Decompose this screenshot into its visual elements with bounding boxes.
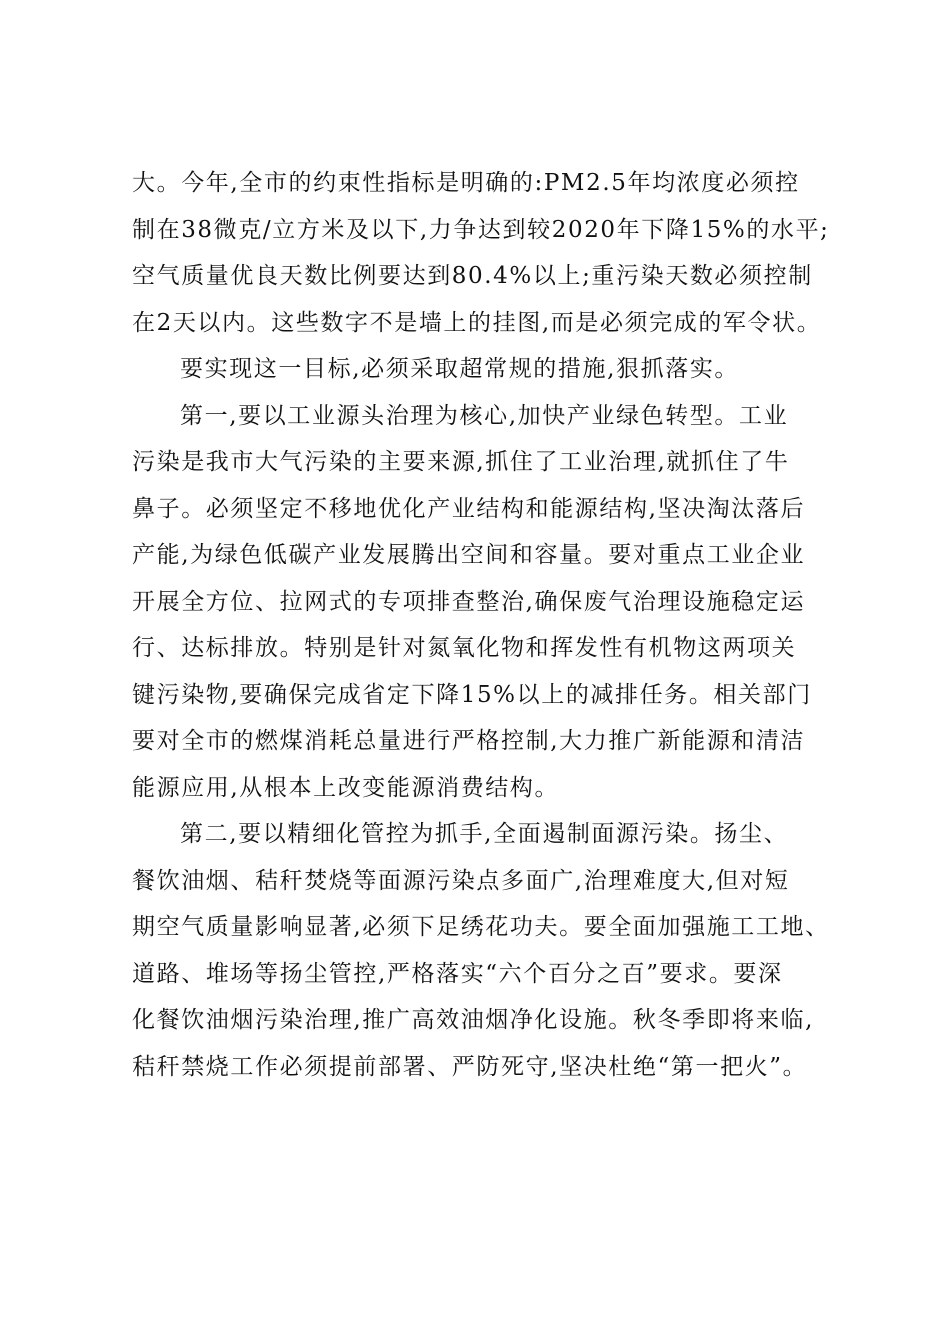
text-line: 开展全方位、拉网式的专项排查整治,确保废气治理设施稳定运 xyxy=(132,588,806,615)
text-line: 键污染物,要确保完成省定下降15%以上的减排任务。相关部门 xyxy=(132,681,812,708)
text-line: 空气质量优良天数比例要达到80.4%以上;重污染天数必须控制 xyxy=(132,263,813,289)
text-line: 要对全市的燃煤消耗总量进行严格控制,大力推广新能源和清洁 xyxy=(132,728,806,754)
text-line: 行、达标排放。特别是针对氮氧化物和挥发性有机物这两项关 xyxy=(132,635,797,661)
paragraph xyxy=(132,346,832,393)
text-line: 餐饮油烟、秸秆焚烧等面源污染点多面广,治理难度大,但对短 xyxy=(132,867,790,894)
text-line: 道路、堆场等扬尘管控,严格落实“六个百分之百”要求。要深 xyxy=(132,960,783,987)
text-line: 期空气质量影响显著,必须下足绣花功夫。要全面加强施工工地、 xyxy=(132,914,830,940)
text-line: 第一,要以工业源头治理为核心,加快产业绿色转型。工业 xyxy=(180,402,789,429)
text-line: 污染是我市大气污染的主要来源,抓住了工业治理,就抓住了牛 xyxy=(132,449,790,475)
paragraph xyxy=(132,811,832,1090)
text-line: 第二,要以精细化管控为抓手,全面遏制面源污染。扬尘、 xyxy=(180,821,789,847)
text-line: 产能,为绿色低碳产业发展腾出空间和容量。要对重点工业企业 xyxy=(132,542,806,568)
text-line: 在2天以内。这些数字不是墙上的挂图,而是必须完成的军令状。 xyxy=(132,309,822,336)
text-line: 大。今年,全市的约束性指标是明确的:PM2.5年均浓度必须控 xyxy=(132,170,800,196)
paragraph xyxy=(132,160,832,346)
text-line: 制在38微克/立方米及以下,力争达到较2020年下降15%的水平; xyxy=(132,216,830,243)
text-line: 化餐饮油烟污染治理,推广高效油烟净化设施。秋冬季即将来临, xyxy=(132,1007,815,1033)
paragraph xyxy=(132,393,832,812)
text-line: 鼻子。必须坚定不移地优化产业结构和能源结构,坚决淘汰落后 xyxy=(132,495,806,522)
text-line: 能源应用,从根本上改变能源消费结构。 xyxy=(132,774,560,801)
text-line: 要实现这一目标,必须采取超常规的措施,狠抓落实。 xyxy=(180,356,740,382)
text-line: 秸秆禁烧工作必须提前部署、严防死守,坚决杜绝“第一把火”。 xyxy=(132,1053,808,1080)
document-body xyxy=(132,160,832,1090)
